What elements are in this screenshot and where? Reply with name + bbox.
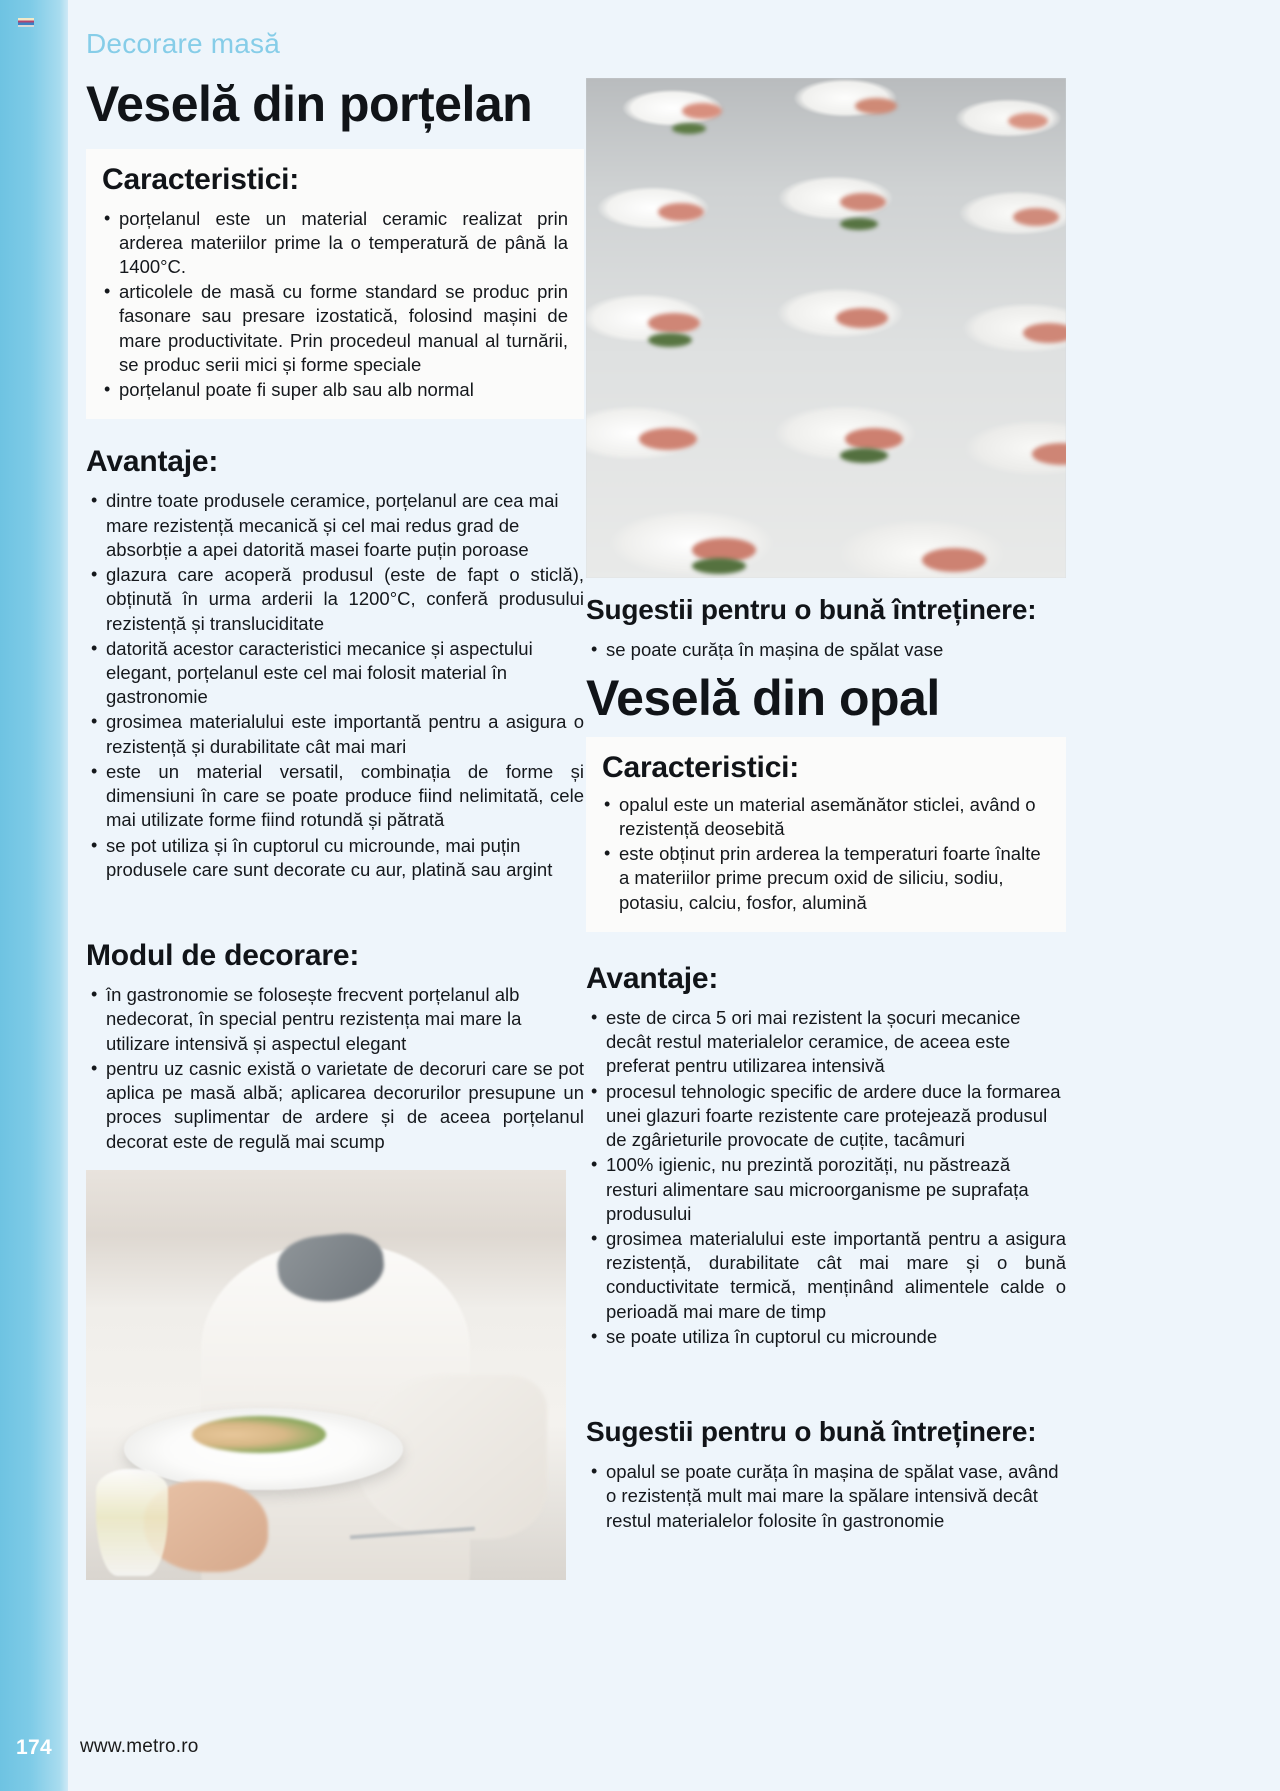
chef-photo (86, 1170, 566, 1580)
section-kicker: Decorare masă (86, 28, 281, 59)
footer-website-url: www.metro.ro (80, 1736, 199, 1757)
page-title-opal: Veselă din opal (586, 670, 940, 727)
list-item: • se poate curăța în mașina de spălat vase (586, 638, 1066, 662)
porcelain-caracteristici-list (102, 207, 568, 403)
list-item: • porțelanul este un material ceramic realizat prin arderea materiilor prime la o temperatură de până la 1400°C. (102, 207, 568, 280)
opal-avantaje-list (586, 1006, 1066, 1349)
porcelain-avantaje-heading: Avantaje: (86, 445, 219, 479)
opal-sugestii-heading: Sugestii pentru o bună întreținere: (586, 1416, 1037, 1448)
opal-caracteristici-list (602, 793, 1050, 915)
list-item: • datorită acestor caracteristici mecanice și aspectului elegant, porțelanul este cel mai folosit material în gastronomie (86, 637, 584, 710)
left-column (86, 78, 584, 1580)
list-item: • este un material versatil, combinația de forme și dimensiuni în care se poate produce fiind nelimitată, cele mai utilizate forme fiind rotundă și pătrată (86, 760, 584, 833)
list-item: • procesul tehnologic specific de ardere duce la formarea unei glazuri foarte rezistente care protejează produsul de zgârieturile provocate de cuțite, tacâmuri (586, 1080, 1066, 1153)
wine-glass-decor (96, 1469, 168, 1576)
porcelain-sugestii-list (586, 638, 1066, 662)
right-column (586, 78, 1066, 1534)
left-color-rail (0, 0, 68, 1791)
list-item: • se pot utiliza și în cuptorul cu microunde, mai puțin produsele care sunt decorate cu aur, platină sau argint (86, 834, 584, 882)
list-item: • se poate utiliza în cuptorul cu microunde (586, 1325, 1066, 1349)
page-title-porcelain: Veselă din porțelan (86, 76, 533, 132)
porcelain-sugestii-heading: Sugestii pentru o bună întreținere: (586, 594, 1037, 625)
list-item: • opalul este un material asemănător sticlei, având o rezistență deosebită (602, 793, 1050, 841)
porcelain-caracteristici-heading: Caracteristici: (102, 162, 300, 196)
list-item: • 100% igienic, nu prezintă porozități, nu păstrează resturi alimentare sau microorganisme pe suprafața produsului (586, 1153, 1066, 1226)
list-item: • glazura care acoperă produsul (este de fapt o sticlă), obținută în urma arderii la 1200°C, conferă produsului rezistență și transluciditate (86, 563, 584, 636)
list-item: • în gastronomie se folosește frecvent porțelanul alb nedecorat, în special pentru rezistența mai mare la utilizare intensivă și aspectul elegant (86, 983, 584, 1056)
chef-food-decor (192, 1416, 326, 1453)
opal-caracteristici-box (586, 737, 1066, 932)
page-number: 174 (16, 1736, 52, 1759)
list-item: • porțelanul poate fi super alb sau alb normal (102, 378, 568, 402)
porcelain-avantaje-list (86, 489, 584, 882)
print-registration-mark-icon (18, 18, 34, 27)
list-item: • grosimea materialului este importantă pentru a asigura rezistență, durabilitate cât mai mare și o bună conductivitate termică, menținând alimentele calde o perioadă mai mare de timp (586, 1227, 1066, 1324)
list-item: • articolele de masă cu forme standard se produc prin fasonare sau presare izostatică, folosind mașini de mare productivitate. Prin procedeul manual al turnării, se produc serii mici și forme speciale (102, 280, 568, 377)
list-item: • grosimea materialului este importantă pentru a asigura o rezistență și durabilitate cât mai mari (86, 710, 584, 758)
opal-avantaje-heading: Avantaje: (586, 961, 719, 995)
porcelain-decorare-heading: Modul de decorare: (86, 939, 360, 973)
list-item: • este obținut prin arderea la temperaturi foarte înalte a materiilor prime precum oxid de siliciu, sodiu, potasiu, calciu, fosfor, alumină (602, 842, 1050, 915)
opal-caracteristici-heading: Caracteristici: (602, 750, 800, 784)
list-item: • dintre toate produsele ceramice, porțelanul are cea mai mare rezistență mecanică și cel mai redus grad de absorbție a apei datorită masei foarte puțin poroase (86, 489, 584, 562)
porcelain-decorare-list (86, 983, 584, 1154)
list-item: • pentru uz casnic există o varietate de decoruri care se pot aplica pe masă albă; aplicarea decorurilor presupune un proces suplimentar de ardere și de aceea porțelanul decorat este de regulă mai scump (86, 1057, 584, 1154)
list-item: • opalul se poate curăța în mașina de spălat vase, având o rezistență mult mai mare la spălare intensivă decât restul materialelor folosite în gastronomie (586, 1460, 1066, 1533)
list-item: • este de circa 5 ori mai rezistent la șocuri mecanice decât restul materialelor ceramice, de aceea este preferat pentru utilizarea intensivă (586, 1006, 1066, 1079)
page-canvas (68, 0, 1280, 1791)
porcelain-caracteristici-box (86, 149, 584, 420)
opal-sugestii-list (586, 1460, 1066, 1533)
